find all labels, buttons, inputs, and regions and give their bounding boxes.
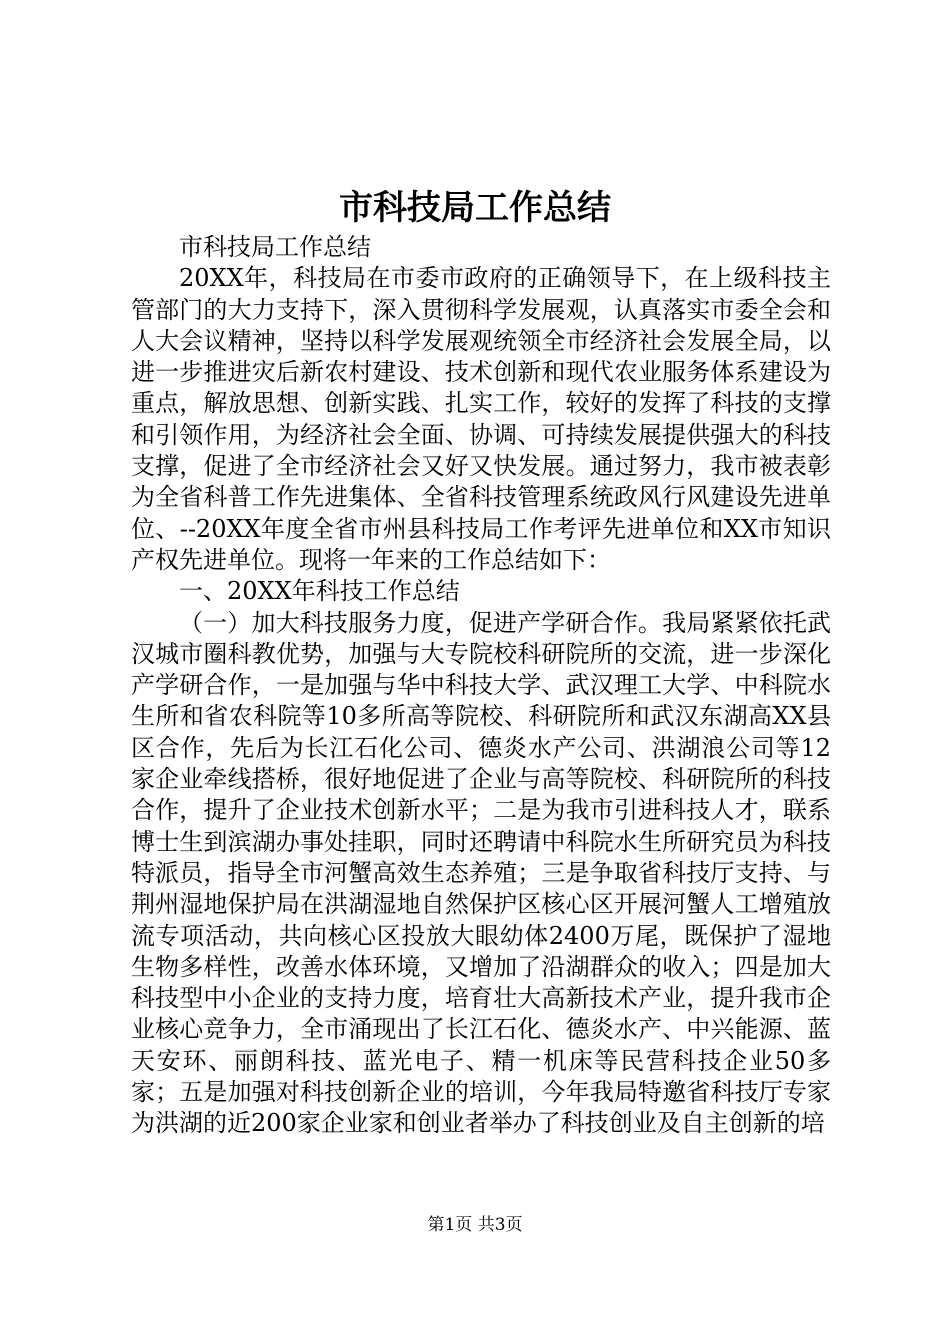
page-footer: 第1页 共3页: [427, 1215, 523, 1235]
section-heading: 一、20XX年科技工作总结: [179, 577, 460, 606]
paragraph-intro: 20XX年，科技局在市委市政府的正确领导下，在上级科技主管部门的大力支持下，深入贯彻科学发展观，认真落实市委全会和人大会议精神，坚持以科学发展观统领全市经济社会发展全局，以进一步推进灾后新农村建设、技术创新和现代农业服务体系建设为重点，解放思想、创新实践、扎实工作，较好的发挥了科技的支撑和引领作用，为经济社会全面、协调、可持续发展提供强大的科技支撑，促进了全市经济社会又好又快发展。通过努力，我市被表彰为全省科普工作先进集体、全省科技管理系统政风行风建设先进单位、--20XX年度全省市州县科技局工作考评先进单位和XX市知识产权先进单位。现将一年来的工作总结如下：: [131, 264, 831, 574]
document-body: [131, 232, 831, 1140]
paragraph-section-1: （一）加大科技服务力度，促进产学研合作。我局紧紧依托武汉城市圈科教优势，加强与大专院校科研院所的交流，进一步深化产学研合作，一是加强与华中科技大学、武汉理工大学、中科院水生所和省农科院等10多所高等院校、科研院所和武汉东湖高XX县区合作，先后为长江石化公司、德炎水产公司、洪湖浪公司等12家企业牵线搭桥，很好地促进了企业与高等院校、科研院所的科技合作，提升了企业技术创新水平；二是为我市引进科技人才，联系博士生到滨湖办事处挂职，同时还聘请中科院水生所研究员为科技特派员，指导全市河蟹高效生态养殖；三是争取省科技厅支持、与荆州湿地保护局在洪湖湿地自然保护区核心区开展河蟹人工增殖放流专项活动，共向核心区投放大眼幼体2400万尾，既保护了湿地生物多样性，改善水体环境，又增加了沿湖群众的收入；四是加大科技型中小企业的支持力度，培育壮大高新技术产业，提升我市企业核心竞争力，全市涌现出了长江石化、德炎水产、中兴能源、蓝天安环、丽朗科技、蓝光电子、精一机床等民营科技企业50多家；五是加强对科技创新企业的培训，今年我局特邀省科技厅专家为洪湖的近200家企业家和创业者举办了科技创业及自主创新的培: [131, 608, 831, 1138]
document-title: 市科技局工作总结: [339, 188, 611, 228]
paragraph-subtitle: 市科技局工作总结: [179, 233, 371, 261]
